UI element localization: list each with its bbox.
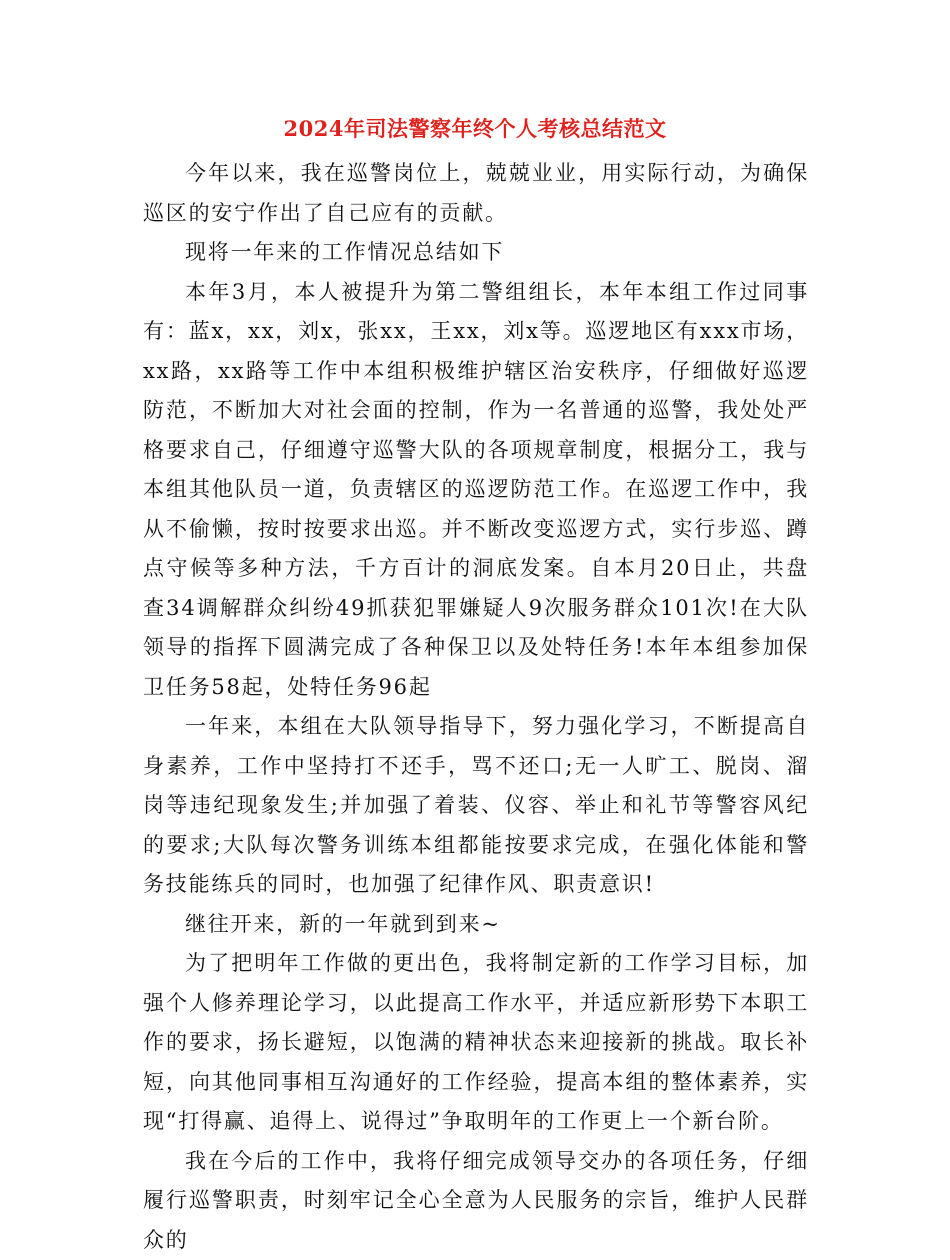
document-title: 2024年司法警察年终个人考核总结范文 (0, 112, 950, 146)
paragraph-4: 一年来，本组在大队领导指导下，努力强化学习，不断提高自身素养，工作中坚持打不还手，骂不还口;无一人旷工、脱岗、溜岗等违纪现象发生;并加强了着装、仪容、举止和礼节等警容风纪的要求;大队每次警务训练本组都能按要求完成，在强化体能和警务技能练兵的同时，也加强了纪律作风、职责意识! (143, 707, 809, 905)
paragraph-3: 本年3月，本人被提升为第二警组组长，本年本组工作过同事有：蓝x，xx，刘x，张xx，王xx，刘x等。巡逻地区有xxx市场，xx路，xx路等工作中本组积极维护辖区治安秩序，仔细做好巡逻防范，不断加大对社会面的控制，作为一名普通的巡警，我处处严格要求自己，仔细遵守巡警大队的各项规章制度，根据分工，我与本组其他队员一道，负责辖区的巡逻防范工作。在巡逻工作中，我从不偷懒，按时按要求出巡。并不断改变巡逻方式，实行步巡、蹲点守候等多种方法，千方百计的洞底发案。自本月20日止，共盘查34调解群众纠纷49抓获犯罪嫌疑人9次服务群众101次!在大队领导的指挥下圆满完成了各种保卫以及处特任务!本年本组参加保卫任务58起，处特任务96起 (143, 273, 809, 708)
paragraph-2: 现将一年来的工作情况总结如下 (143, 233, 809, 273)
paragraph-1: 今年以来，我在巡警岗位上，兢兢业业，用实际行动，为确保巡区的安宁作出了自己应有的贡献。 (143, 154, 809, 233)
paragraph-5: 继往开来，新的一年就到到来~ (143, 905, 809, 945)
paragraph-6: 为了把明年工作做的更出色，我将制定新的工作学习目标，加强个人修养理论学习，以此提高工作水平，并适应新形势下本职工作的要求，扬长避短，以饱满的精神状态来迎接新的挑战。取长补短，向其他同事相互沟通好的工作经验，提高本组的整体素养，实现“打得赢、追得上、说得过”争取明年的工作更上一个新台阶。 (143, 944, 809, 1142)
paragraph-7: 我在今后的工作中，我将仔细完成领导交办的各项任务，仔细履行巡警职责，时刻牢记全心全意为人民服务的宗旨，维护人民群众的 (143, 1142, 809, 1260)
document-body (143, 154, 809, 1260)
